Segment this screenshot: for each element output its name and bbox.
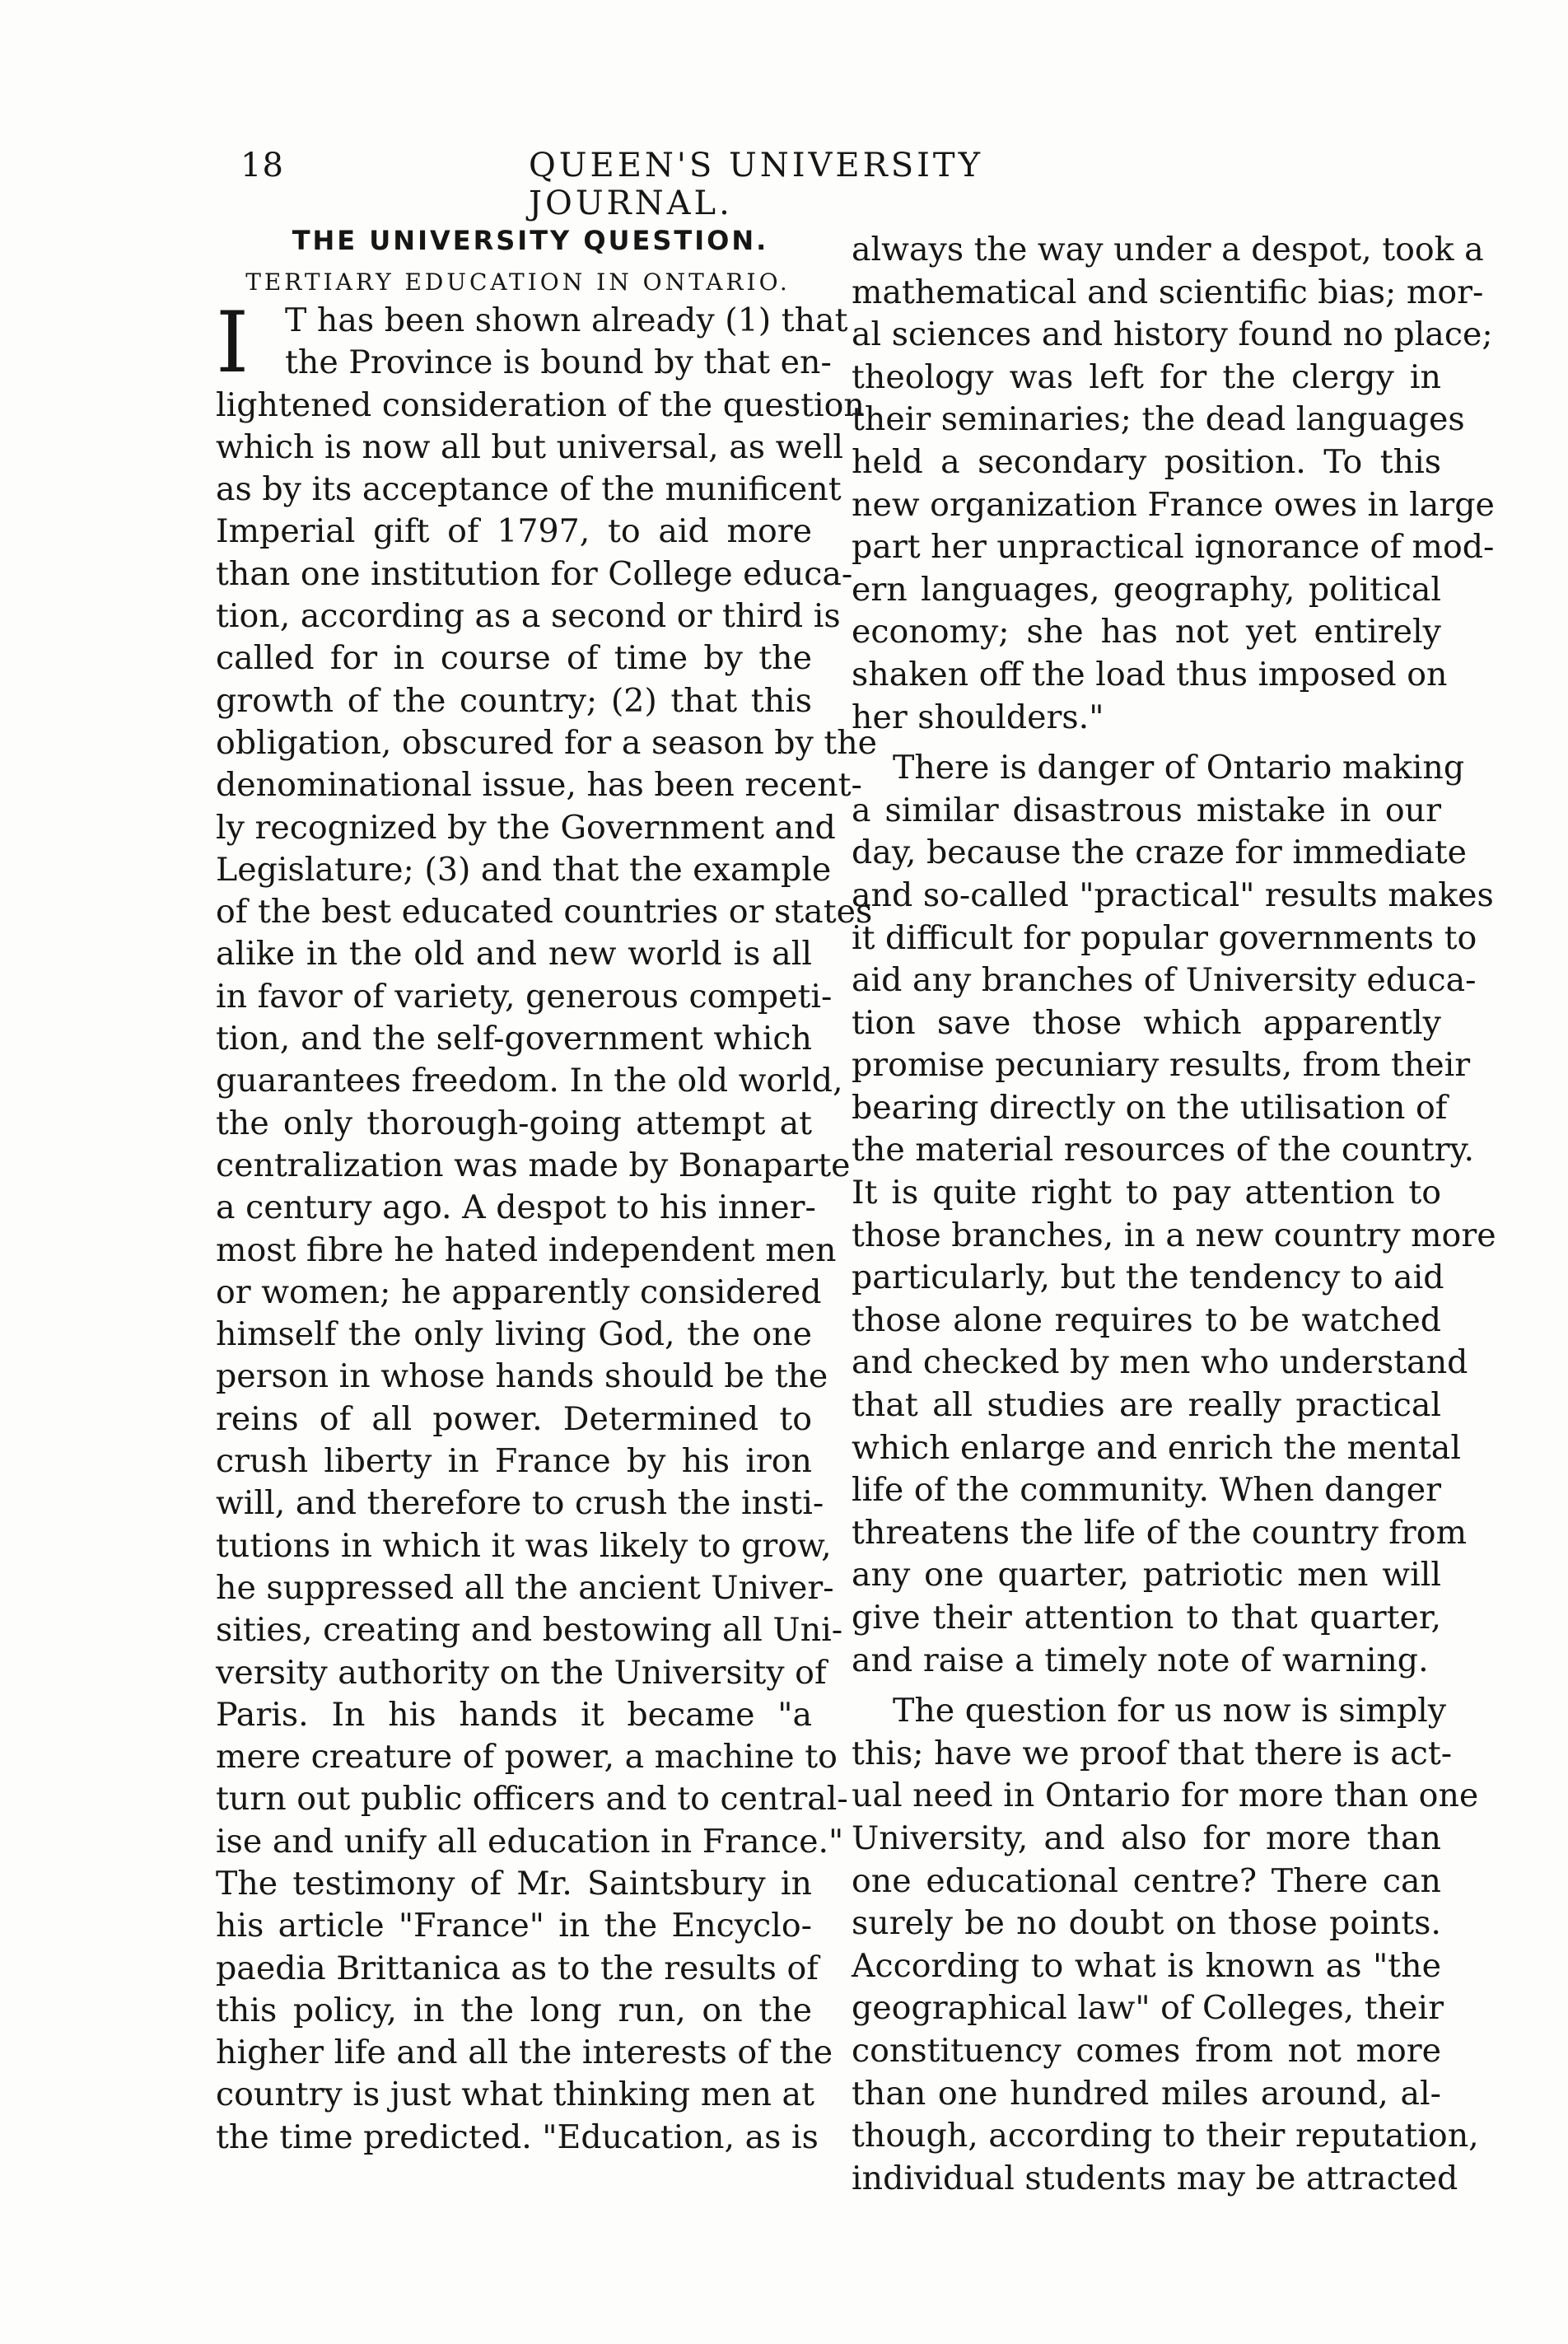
text-line: There is danger of Ontario making [893,749,1465,787]
text-line: always the way under a despot, took a [852,231,1484,268]
text-line: geographical law" of Colleges, their [852,1989,1444,2028]
text-line: Imperial gift of 1797, to aid more [216,512,812,551]
text-line: though, according to their reputation, [852,2117,1479,2155]
text-line: mere creature of power, a machine to [216,1738,838,1777]
text-line: ise and unify all education in France." [216,1822,844,1861]
paragraph-spacer [852,1682,1441,1690]
text-line: called for in course of time by the [216,639,812,678]
text-line: tion, according as a second or third is [216,597,841,636]
text-line: which is now all but universal, as well [216,427,844,466]
text-line: al sciences and history found no place; [852,315,1493,354]
text-line: those branches, in a new country more [852,1216,1496,1254]
text-line: and raise a timely note of warning. [852,1641,1429,1679]
drop-cap: I [216,294,250,392]
text-line: aid any branches of University educa- [852,961,1477,1000]
text-line: country is just what thinking men at [216,2076,814,2114]
text-line: According to what is known as "the [852,1946,1441,1985]
text-line: growth of the country; (2) that this [216,681,812,720]
text-line: University, and also for more than [852,1819,1441,1857]
text-line: crush liberty in France by his iron [216,1442,812,1481]
text-line: and so-called "practical" results makes [852,875,1494,914]
text-line: any one quarter, patriotic men will [852,1556,1441,1595]
text-line: person in whose hands should be the [216,1357,828,1396]
text-line: denominational issue, has been recent- [216,766,862,805]
running-title: QUEEN'S UNIVERSITY JOURNAL. [529,147,984,222]
text-line: that all studies are really practical [852,1386,1441,1425]
page-header [240,147,1163,222]
text-line: The testimony of Mr. Saintsbury in [216,1864,812,1903]
text-line: his article "France" in the Encyclo- [216,1907,812,1945]
text-line: guarantees freedom. In the old world, [216,1062,843,1100]
text-line: particularly, but the tendency to aid [852,1258,1444,1297]
text-line: give their attention to that quarter, [852,1599,1441,1637]
text-line: this; have we proof that there is act- [852,1734,1453,1772]
text-line: turn out public officers and to central- [216,1780,848,1819]
text-line: held a secondary position. To this [852,442,1441,481]
text-line: tion, and the self-government which [216,1020,812,1058]
text-line: tutions in which it was likely to grow, [216,1526,832,1565]
text-line: promise pecuniary results, from their [852,1046,1471,1085]
text-line: economy; she has not yet entirely [852,613,1441,651]
text-line: sities, creating and bestowing all Uni- [216,1611,843,1650]
text-line: a century ago. A despot to his inner- [216,1188,816,1227]
text-line: shaken off the load thus imposed on [852,655,1448,693]
text-line: this policy, in the long run, on the [216,1991,812,2029]
text-line: new organization France owes in large [852,485,1495,524]
text-line: in favor of variety, generous competi- [216,977,833,1016]
left-column [216,224,878,2159]
text-line: bearing directly on the utilisation of [852,1088,1448,1127]
text-line: ual need in Ontario for more than one [852,1777,1479,1815]
text-line: Paris. In his hands it became "a [216,1695,812,1734]
article-paragraph [852,229,1495,739]
text-line: most fibre he hated independent men [216,1230,837,1269]
article-title: THE UNIVERSITY QUESTION. [292,225,769,256]
text-line: it difficult for popular governments to [852,918,1477,957]
article-paragraph [216,294,878,2159]
text-line: one educational centre? There can [852,1861,1441,1900]
text-line: Legislature; (3) and that the example [216,850,832,889]
text-line: alike in the old and new world is all [216,935,812,974]
text-line: himself the only living God, the one [216,1315,812,1354]
text-line: individual students may be attracted [852,2159,1458,2197]
article-paragraph [852,1690,1479,2200]
text-line: T has been shown already (1) that [285,301,848,339]
text-line: those alone requires to be watched [852,1300,1441,1339]
text-line: the only thorough-going attempt at [216,1104,812,1142]
text-line: the material resources of the country. [852,1131,1475,1170]
text-line: which enlarge and enrich the mental [852,1428,1461,1467]
text-line: It is quite right to pay attention to [852,1174,1441,1212]
text-line: part her unpractical ignorance of mod- [852,528,1495,567]
text-line: reins of all power. Determined to [216,1399,812,1438]
text-line: and checked by men who understand [852,1343,1468,1382]
text-line: ern languages, geography, political [852,570,1441,609]
text-line: lightened consideration of the question [216,385,865,424]
text-line: as by its acceptance of the munificent [216,470,842,509]
text-line: The question for us now is simply [893,1692,1447,1730]
text-line: the Province is bound by that en- [285,343,832,382]
text-line: obligation, obscured for a season by the [216,723,878,762]
text-line: their seminaries; the dead languages [852,400,1465,439]
text-line: her shoulders." [852,698,1104,736]
text-line: than one hundred miles around, al- [852,2074,1441,2113]
text-line: centralization was made by Bonaparte [216,1146,851,1184]
text-line: the time predicted. "Education, as is [216,2118,819,2156]
text-line: day, because the craze for immediate [852,833,1468,872]
right-column [852,229,1496,2200]
text-line: a similar disastrous mistake in our [852,791,1441,829]
article-paragraph [852,747,1496,1682]
text-line: versity authority on the University of [216,1653,827,1692]
text-line: higher life and all the interests of the [216,2033,833,2072]
text-line: threatens the life of the country from [852,1513,1468,1552]
text-line: life of the community. When danger [852,1471,1441,1510]
text-line: or women; he apparently considered [216,1272,822,1311]
text-line: will, and therefore to crush the insti- [216,1484,824,1523]
text-line: constituency comes from not more [852,2031,1441,2070]
article-subtitle: TERTIARY EDUCATION IN ONTARIO. [245,268,791,296]
text-line: mathematical and scientific bias; mor- [852,273,1484,311]
text-line: he suppressed all the ancient Univer- [216,1568,834,1607]
text-line: of the best educated countries or states [216,893,873,932]
text-line: than one institution for College educa- [216,554,853,593]
text-line: surely be no doubt on those points. [852,1904,1441,1943]
text-line: tion save those which apparently [852,1003,1441,1042]
text-line: ly recognized by the Government and [216,808,836,847]
text-line: paedia Brittanica as to the results of [216,1949,819,1987]
paragraph-spacer [852,739,1441,747]
text-line: theology was left for the clergy in [852,357,1441,396]
page-number: 18 [240,147,284,184]
